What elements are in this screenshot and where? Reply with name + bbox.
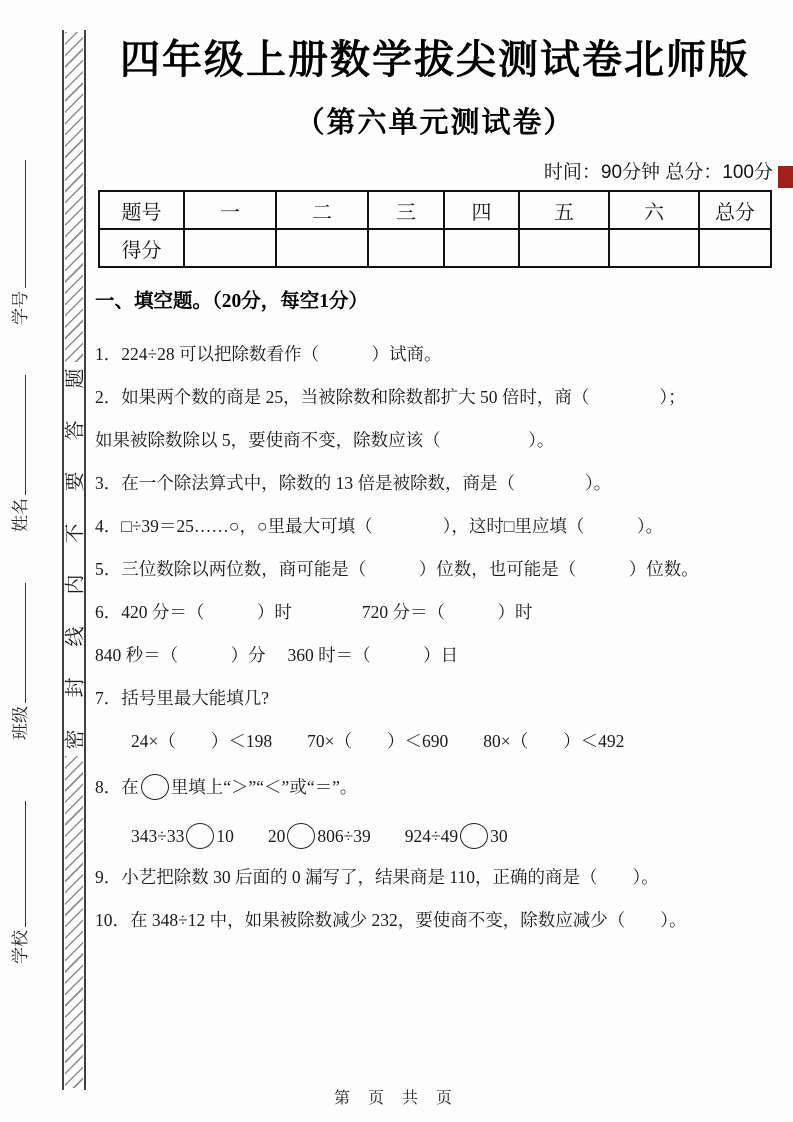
student-id-blank — [8, 160, 26, 288]
seal-char: 密 — [64, 729, 87, 750]
hatch-pattern-top — [65, 32, 83, 362]
q8-expression: 806÷39 — [317, 826, 371, 846]
score-header-cell: 二 — [276, 191, 368, 229]
score-header-cell: 六 — [609, 191, 699, 229]
question-7: 7．括号里最大能填几? — [95, 688, 270, 708]
compare-circle — [287, 823, 315, 849]
question-10: 10．在 348÷12 中，如果被除数减少 232，要使商不变，除数应减少（ ）。 — [95, 910, 687, 930]
question-6-line2: 840 秒＝（ ）分 360 时＝（ ）日 — [95, 645, 459, 665]
compare-circle — [186, 823, 214, 849]
score-cell-empty — [444, 229, 519, 267]
seal-instruction-text — [61, 364, 85, 754]
question-2-line2: 如果被除数除以 5，要使商不变，除数应该（ ）。 — [95, 430, 555, 450]
score-header-cell: 一 — [184, 191, 276, 229]
q8-expression: 10 — [216, 826, 234, 846]
school-label: 学校 — [11, 930, 30, 964]
school-field — [6, 784, 31, 964]
seal-char: 不 — [64, 523, 87, 544]
seal-char: 要 — [64, 471, 87, 492]
student-id-field — [6, 143, 31, 325]
class-field — [6, 568, 31, 740]
score-table-header-row — [99, 191, 771, 229]
hatch-pattern-bottom — [65, 756, 83, 1088]
question-8 — [95, 774, 775, 800]
score-table — [98, 190, 772, 268]
score-header-cell: 题号 — [99, 191, 184, 229]
question-6-line1: 6．420 分＝（ ）时 720 分＝（ ）时 — [95, 602, 533, 622]
student-name-field — [6, 360, 31, 532]
compare-circle — [460, 823, 488, 849]
compare-circle — [141, 774, 169, 800]
student-name-label: 姓名 — [11, 498, 30, 532]
score-cell-empty — [184, 229, 276, 267]
exam-title: 四年级上册数学拔尖测试卷北师版 — [120, 38, 750, 82]
score-row-label: 得分 — [99, 229, 184, 267]
seal-char: 线 — [64, 626, 87, 647]
seal-char: 封 — [64, 677, 87, 698]
q8-text-prefix: 8．在 — [95, 777, 139, 797]
exam-subtitle: （第六单元测试卷） — [295, 107, 575, 139]
question-2-line1: 2．如果两个数的商是 25，当被除数和除数都扩大 50 倍时，商（ ）； — [95, 387, 686, 407]
red-mark — [778, 166, 793, 188]
question-7-exercises: 24×（ ）＜198 70×（ ）＜690 80×（ ）＜492 — [131, 731, 625, 751]
question-1: 1．224÷28 可以把除数看作（ ）试商。 — [95, 344, 442, 364]
score-cell-empty — [276, 229, 368, 267]
class-blank — [8, 583, 26, 703]
question-4: 4．□÷39＝25……○，○里最大可填（ ），这时□里应填（ ）。 — [95, 516, 664, 536]
score-cell-empty — [519, 229, 609, 267]
question-5: 5．三位数除以两位数，商可能是（ ）位数，也可能是（ ）位数。 — [95, 559, 699, 579]
score-table-score-row — [99, 229, 771, 267]
score-header-cell: 四 — [444, 191, 519, 229]
time-total-info: 时间：90分钟 总分：100分 — [543, 162, 773, 183]
main-content — [95, 0, 775, 930]
seal-char: 内 — [64, 574, 87, 595]
question-3: 3．在一个除法算式中，除数的 13 倍是被除数，商是（ ）。 — [95, 473, 612, 493]
school-blank — [8, 801, 26, 927]
footer-page-label: 第 页 共 页 — [333, 1090, 459, 1107]
score-cell-empty — [699, 229, 771, 267]
question-8-exercises — [95, 823, 775, 849]
score-cell-empty — [368, 229, 444, 267]
score-header-cell: 三 — [368, 191, 444, 229]
question-9: 9．小艺把除数 30 后面的 0 漏写了，结果商是 110，正确的商是（ ）。 — [95, 867, 659, 887]
student-id-label: 学号 — [11, 291, 30, 325]
q8-expression: 343÷33 — [131, 826, 185, 846]
q8-text-suffix: 里填上“＞”“＜”或“＝”。 — [170, 777, 358, 797]
seal-char: 题 — [64, 368, 87, 389]
score-header-cell: 五 — [519, 191, 609, 229]
section-one-heading: 一、填空题。（20分，每空1分） — [95, 291, 369, 312]
q8-expression: 30 — [490, 826, 508, 846]
q8-expression: 20 — [267, 826, 286, 846]
student-name-blank — [8, 375, 26, 495]
class-label: 班级 — [11, 706, 30, 740]
q8-expression: 924÷49 — [404, 826, 459, 846]
seal-char: 答 — [64, 420, 87, 441]
score-header-cell: 总分 — [699, 191, 771, 229]
score-cell-empty — [609, 229, 699, 267]
